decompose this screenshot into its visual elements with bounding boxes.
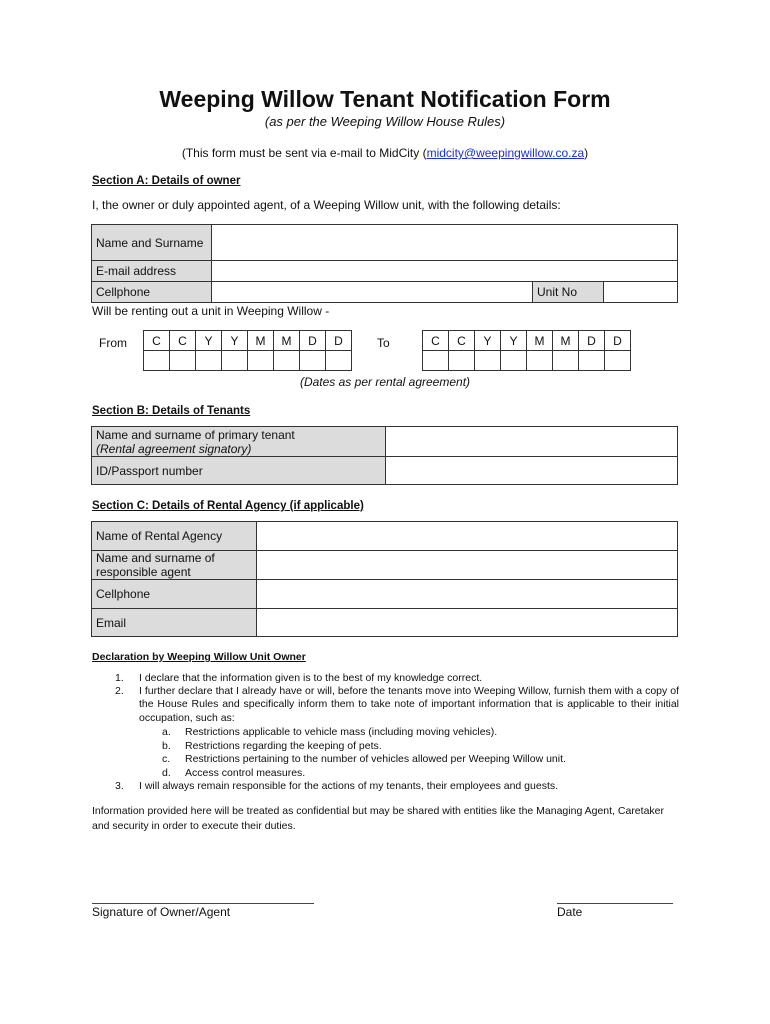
from-date-input[interactable]: [222, 351, 248, 371]
declaration-subitem: Restrictions regarding the keeping of pets.: [185, 740, 382, 752]
responsible-agent-input[interactable]: [257, 551, 678, 580]
send-suffix: ): [584, 146, 589, 160]
email-address-input[interactable]: [212, 261, 678, 282]
from-date-cell: C: [170, 331, 196, 351]
to-date-input[interactable]: [553, 351, 579, 371]
from-date-cell: M: [248, 331, 274, 351]
declaration-sub-letter: d.: [162, 767, 171, 779]
to-date-input[interactable]: [423, 351, 449, 371]
agency-email-label: Email: [92, 609, 257, 637]
from-date-input[interactable]: [144, 351, 170, 371]
midcity-email-link[interactable]: midcity@weepingwillow.co.za: [426, 146, 585, 160]
to-date-input[interactable]: [475, 351, 501, 371]
agency-email-input[interactable]: [257, 609, 678, 637]
from-date-cell: Y: [222, 331, 248, 351]
to-date-cell: D: [579, 331, 605, 351]
declaration-sub-letter: c.: [162, 753, 171, 765]
section-c-heading: Section C: Details of Rental Agency (if applicable): [92, 500, 364, 512]
from-date-input[interactable]: [196, 351, 222, 371]
from-date-cell: M: [274, 331, 300, 351]
agency-details-table: [91, 521, 678, 637]
agency-cellphone-input[interactable]: [257, 580, 678, 609]
signature-line[interactable]: [92, 903, 314, 904]
agency-name-label: Name of Rental Agency: [92, 522, 257, 551]
to-date-cell: Y: [475, 331, 501, 351]
dates-note: (Dates as per rental agreement): [299, 375, 471, 389]
to-label: To: [377, 336, 390, 350]
signature-label: Signature of Owner/Agent: [92, 905, 231, 919]
name-surname-label: Name and Surname: [92, 225, 212, 261]
to-date-cell: M: [553, 331, 579, 351]
to-date-cell: M: [527, 331, 553, 351]
primary-tenant-sublabel: (Rental agreement signatory): [96, 441, 252, 456]
from-label: From: [99, 336, 127, 350]
from-date-cell: D: [326, 331, 352, 351]
form-title: Weeping Willow Tenant Notification Form: [159, 86, 611, 112]
declaration-num: 2.: [115, 685, 124, 697]
from-date-input[interactable]: [248, 351, 274, 371]
declaration-subitem: Restrictions pertaining to the number of vehicles allowed per Weeping Willow unit.: [185, 753, 566, 765]
id-passport-input[interactable]: [386, 457, 678, 485]
from-date-input[interactable]: [326, 351, 352, 371]
to-date-cell: C: [423, 331, 449, 351]
to-date-cell: D: [605, 331, 631, 351]
date-line[interactable]: [557, 903, 673, 904]
send-prefix: (This form must be sent via e-mail to MidCity (: [181, 146, 427, 160]
to-date-cell: Y: [501, 331, 527, 351]
form-subtitle: (as per the Weeping Willow House Rules): [264, 114, 506, 129]
declaration-heading: Declaration by Weeping Willow Unit Owner: [92, 651, 306, 663]
to-date-input[interactable]: [449, 351, 475, 371]
renting-statement: Will be renting out a unit in Weeping Willow -: [92, 304, 330, 318]
agency-cellphone-label: Cellphone: [92, 580, 257, 609]
to-date-cell: C: [449, 331, 475, 351]
responsible-agent-label: Name and surname of responsible agent: [92, 551, 257, 580]
unit-no-input[interactable]: [604, 282, 678, 303]
from-date-cell: Y: [196, 331, 222, 351]
declaration-sub-letter: a.: [162, 726, 171, 738]
to-date-input[interactable]: [501, 351, 527, 371]
name-surname-input[interactable]: [212, 225, 678, 261]
declaration-sub-letter: b.: [162, 740, 171, 752]
agency-name-input[interactable]: [257, 522, 678, 551]
email-address-label: E-mail address: [92, 261, 212, 282]
to-date-grid: [422, 330, 631, 371]
section-a-intro: I, the owner or duly appointed agent, of a Weeping Willow unit, with the following details:: [92, 198, 561, 212]
primary-tenant-label-text: Name and surname of primary tenant: [96, 427, 295, 442]
from-date-grid: [143, 330, 352, 371]
cellphone-label: Cellphone: [92, 282, 212, 303]
to-date-input[interactable]: [527, 351, 553, 371]
declaration-subitem: Access control measures.: [185, 767, 306, 779]
primary-tenant-label: [92, 427, 386, 457]
from-date-input[interactable]: [300, 351, 326, 371]
primary-tenant-input[interactable]: [386, 427, 678, 457]
from-date-input[interactable]: [170, 351, 196, 371]
tenant-details-table: [91, 426, 678, 485]
to-date-input[interactable]: [579, 351, 605, 371]
section-b-heading: Section B: Details of Tenants: [92, 405, 251, 417]
declaration-item: I declare that the information given is to the best of my knowledge correct.: [139, 672, 483, 684]
from-date-cell: C: [144, 331, 170, 351]
declaration-subitem: Restrictions applicable to vehicle mass (including moving vehicles).: [185, 726, 498, 738]
to-date-input[interactable]: [605, 351, 631, 371]
cellphone-input[interactable]: [212, 282, 533, 303]
send-instructions: [0, 146, 770, 160]
declaration-item: I will always remain responsible for the actions of my tenants, their employees and guests.: [139, 780, 559, 792]
date-label: Date: [557, 905, 583, 919]
owner-details-table: [91, 224, 678, 303]
from-date-cell: D: [300, 331, 326, 351]
declaration-num: 3.: [115, 780, 124, 792]
declaration-num: 1.: [115, 672, 124, 684]
section-a-heading: Section A: Details of owner: [92, 175, 241, 187]
from-date-input[interactable]: [274, 351, 300, 371]
id-passport-label: ID/Passport number: [92, 457, 386, 485]
unit-no-label: Unit No: [533, 282, 604, 303]
confidentiality-note: Information provided here will be treated as confidential but may be shared with entities like the Managing Agent, Caretaker and security in order to execute their duties.: [92, 805, 664, 832]
declaration-item: I further declare that I already have or will, before the tenants move into Weeping Willow, furnish them with a copy of the House Rules and specifically inform them to take note of important information that is applicable to their initial occupation, such as:: [139, 685, 679, 724]
